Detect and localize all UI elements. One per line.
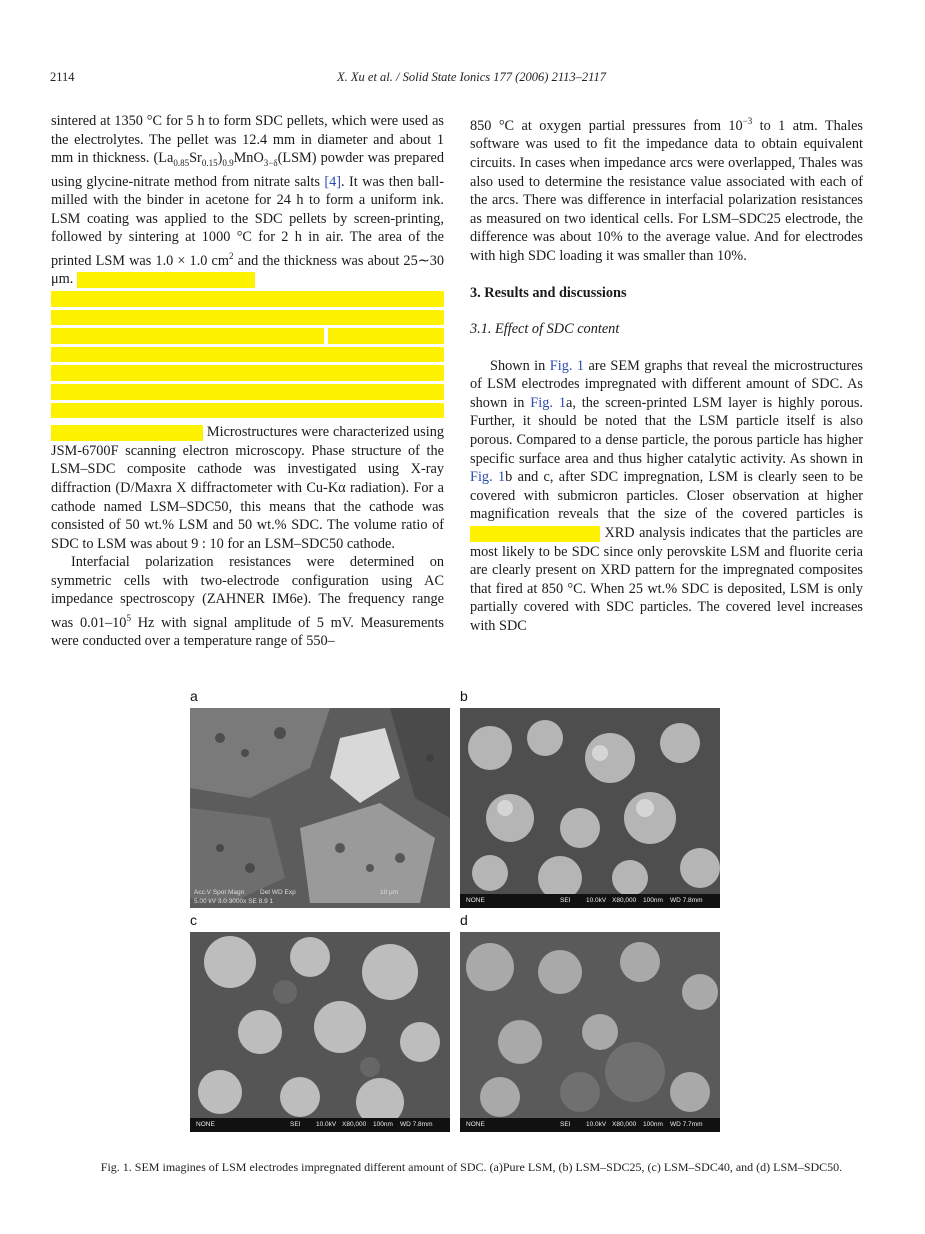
reference-link[interactable]: [4] bbox=[324, 173, 342, 190]
paragraph: Shown in Fig. 1 are SEM graphs that reveal the microstructures of LSM electrodes impregnated with different amount of SDC. As shown in Fig. 1a, the screen-printed LSM layer is highly porous. Further, it should be noted that the LSM particle itself is also porous. Compared to a dense particle, the porous particle has higher specific surface area and thus higher catalytic activity. As shown in Fig. 1b and c, after SDC impregnation, LSM is clearly seen to be covered with submicron particles. Closer observation at higher magnification reveals that the size of the covered particles is XRD analysis indicates that the particles are most likely to be SDC since only perovskite LSM and fluorite ceria are clearly present on XRD pattern for the impregnated composites that fired at 850 °C. When 25 wt.% SDC is deposited, LSM is only partially covered with SDC particles. The covered level increases with SDC bbox=[470, 357, 864, 635]
highlighted-block bbox=[51, 291, 444, 421]
sem-image-c bbox=[190, 932, 450, 1132]
sem-info: X80,000 bbox=[342, 1121, 367, 1128]
page-header bbox=[50, 70, 893, 90]
sem-scale: 100nm bbox=[643, 1121, 663, 1128]
panel-label-d: d bbox=[460, 912, 468, 928]
figure-caption: Fig. 1. SEM imagines of LSM electrodes impregnated different amount of SDC. (a)Pure LSM, (b) LSM–SDC25, (c) LSM–SDC40, and (d) LSM–SDC50. bbox=[100, 1160, 843, 1174]
sem-scale: 10 µm bbox=[380, 889, 399, 896]
sem-info: WD 7.8mm bbox=[670, 897, 703, 904]
highlight-redaction bbox=[51, 425, 203, 441]
right-column bbox=[470, 112, 863, 636]
sem-info: X80,000 bbox=[612, 897, 637, 904]
figure-link[interactable]: Fig. 1 bbox=[470, 469, 506, 486]
panel-label-b: b bbox=[460, 688, 468, 704]
sem-info: Det WD Exp bbox=[260, 889, 296, 896]
panel-label-c: c bbox=[190, 912, 197, 928]
sem-info: WD 7.7mm bbox=[670, 1121, 703, 1128]
sem-image-b bbox=[460, 708, 720, 908]
highlight-redaction bbox=[470, 526, 600, 542]
page-number: 2114 bbox=[50, 70, 75, 84]
figure-link[interactable]: Fig. 1 bbox=[530, 394, 566, 411]
sem-info: 10.0kV bbox=[316, 1121, 337, 1128]
sem-scale: 100nm bbox=[643, 897, 663, 904]
sem-info: Acc.V Spot Magn bbox=[194, 889, 245, 896]
subsection-heading: 3.1. Effect of SDC content bbox=[470, 321, 620, 338]
running-title: X. Xu et al. / Solid State Ionics 177 (2006) 2113–2117 bbox=[337, 70, 606, 84]
sem-info: WD 7.8mm bbox=[400, 1121, 433, 1128]
figure-link[interactable]: Fig. 1 bbox=[549, 357, 585, 374]
highlight-redaction bbox=[77, 272, 255, 288]
sem-info: NONE bbox=[466, 897, 485, 904]
paragraph: 850 °C at oxygen partial pressures from $10^{-3}$ to 1 atm. Thales software was used to fit the impedance data to obtain equivalent circuits. In cases when impedance arcs were overlapped, Thales was also used to determine the resistance value associated with each of the arcs. There was difference in interfacial polarization resistances as measured on two identical cells. For LSM–SDC25 electrode, the difference was about 10% to the average value. And for electrodes with high SDC loading it was smaller than 10%. bbox=[470, 116, 863, 264]
left-column bbox=[51, 112, 444, 651]
sem-info: NONE bbox=[466, 1121, 485, 1128]
sem-info: SEI bbox=[290, 1121, 301, 1128]
sem-info: 5.00 kV 3.0 3000x SE 8.9 1 bbox=[194, 898, 274, 905]
paragraph: sintered at 1350 °C for 5 h to form SDC pellets, which were used as the electrolytes. The pellet was 12.4 mm in diameter and about 1 mm in thickness. $(La_{0.85}Sr_{0.15})_{0.9}MnO_{3-\delta}(LSM)$ powder was prepared using glycine-nitrate method from nitrate salts [4]. It was then ball-milled with the binder in acetone for 24 h to form a uniform ink. LSM coating was applied to the SDC pellets by screen-printing, followed by sintering at 1000 °C for 2 h in air. The area of the printed LSM was 1.0 × 1.0 $cm^2$ and the thickness was about 25∼30 μm. bbox=[51, 113, 444, 288]
sem-info: 10.0kV bbox=[586, 897, 607, 904]
sem-info: SEI bbox=[560, 897, 571, 904]
sem-info: SEI bbox=[560, 1121, 571, 1128]
paragraph: Microstructures were characterized using JSM-6700F scanning electron microscopy. Phase structure of the LSM–SDC composite cathode was investigated using X-ray diffraction (D/Maxra X diffractometer with Cu-Kα radiation). For a cathode named LSM–SDC50, this means that the cathode was consisted of 50 wt.% LSM and 50 wt.% SDC. The volume ratio of SDC to LSM was about 9 : 10 for an LSM–SDC50 cathode. bbox=[51, 424, 445, 552]
panel-label-a: a bbox=[190, 688, 198, 704]
paragraph: Interfacial polarization resistances were determined on symmetric cells with two-electrode configuration using AC impedance spectroscopy (ZAHNER IM6e). The frequency range was $0.01-10^5$ Hz with signal amplitude of 5 mV. Measurements were conducted over a temperature range of 550– bbox=[51, 554, 444, 650]
sem-info: 10.0kV bbox=[586, 1121, 607, 1128]
sem-image-d bbox=[460, 932, 720, 1132]
sem-info: X80,000 bbox=[612, 1121, 637, 1128]
sem-image-a bbox=[190, 708, 450, 908]
sem-info: NONE bbox=[196, 1121, 215, 1128]
section-heading: 3. Results and discussions bbox=[470, 284, 627, 301]
sem-scale: 100nm bbox=[373, 1121, 393, 1128]
